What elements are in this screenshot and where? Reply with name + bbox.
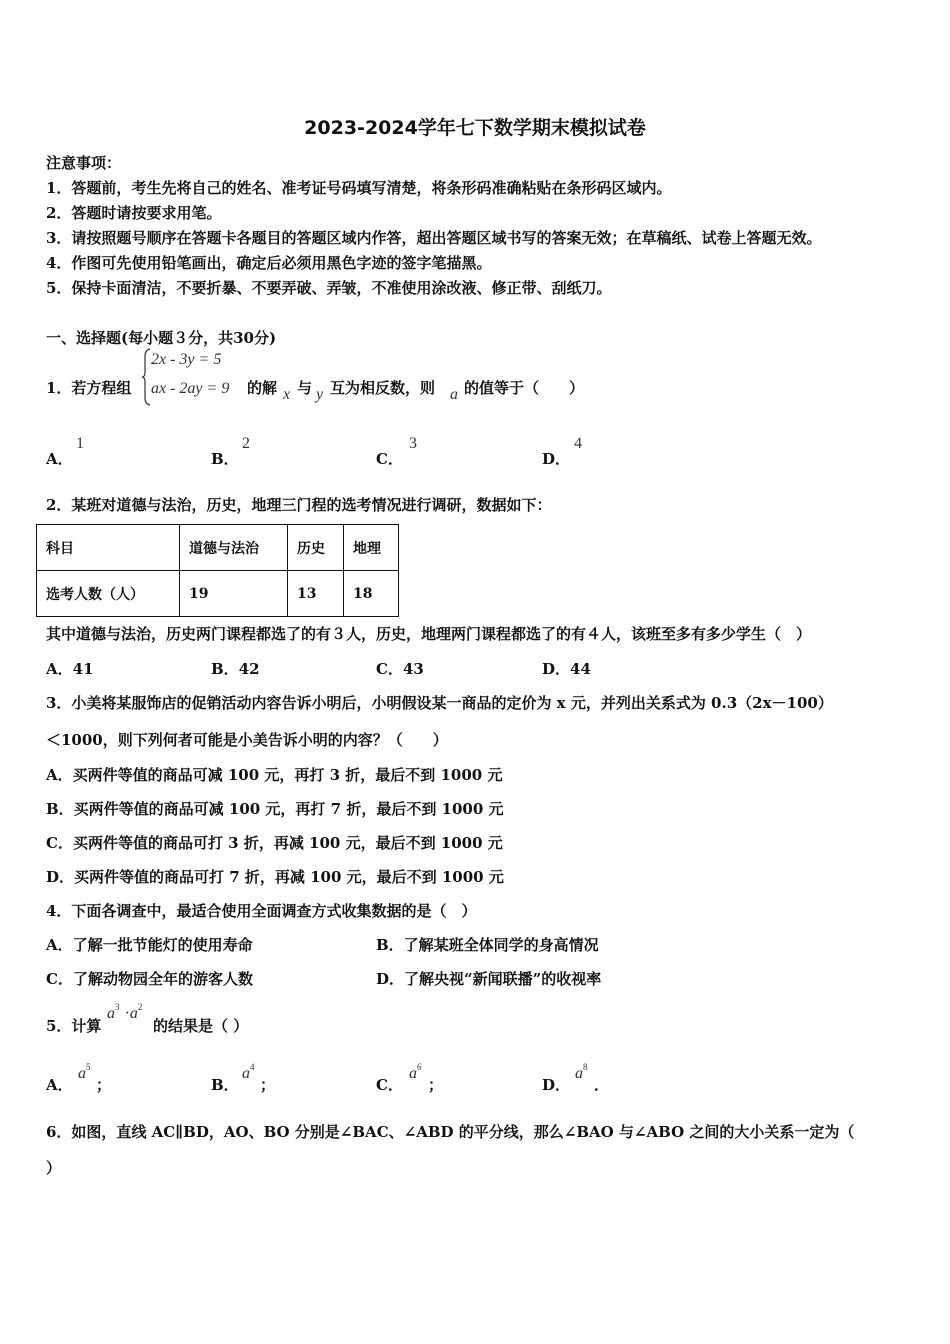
q1-prefix: 1．若方程组: [46, 379, 132, 397]
table-cell: 选考人数（人）: [37, 571, 180, 617]
q1-option-value: 1: [76, 435, 84, 452]
q4-option: B．了解某班全体同学的身高情况: [376, 936, 599, 954]
q3-option: D．买两件等值的商品可打 7 折，再减 100 元，最后不到 1000 元: [46, 868, 504, 886]
q2-option: C．43: [376, 660, 424, 678]
q1-option-value: 3: [409, 435, 417, 452]
note-item: 1．答题前，考生先将自己的姓名、准考证号码填写清楚，将条形码准确粘贴在条形码区域内。: [46, 179, 672, 197]
q4-option: A．了解一批节能灯的使用寿命: [46, 936, 253, 954]
q4-option: C．了解动物园全年的游客人数: [46, 970, 253, 988]
q1-suffix: 的值等于（ ）: [464, 379, 585, 397]
q5-option-value: $a^8$: [575, 1062, 588, 1082]
page-title: 2023-2024学年七下数学期末模拟试卷: [304, 117, 646, 139]
q1-option-label: C．: [376, 450, 403, 468]
q5-option-label: B．: [211, 1076, 239, 1094]
section-heading: 一、选择题(每小题３分，共30分): [46, 329, 277, 347]
table-cell: 13: [288, 571, 344, 617]
q1-text: 与: [297, 379, 313, 397]
q5-option-label: D．: [542, 1076, 571, 1094]
table-header-cell: 历史: [288, 525, 344, 571]
q1-text: 的解: [247, 379, 278, 397]
q5-expression: $a^3 \cdot a^2$: [107, 1002, 143, 1022]
note-item: 2．答题时请按要求用笔。: [46, 204, 222, 222]
q1-option-label: D．: [542, 450, 571, 468]
q6-stem: 6．如图，直线 AC∥BD，AO、BO 分别是∠BAC、∠ABD 的平分线，那么∠BAO 与∠ABO 之间的大小关系一定为（: [46, 1123, 855, 1141]
q2-option: B．42: [211, 660, 260, 678]
q2-option: A．41: [46, 660, 94, 678]
q2-table: [36, 524, 399, 617]
q3-option: B．买两件等值的商品可减 100 元，再打 7 折，最后不到 1000 元: [46, 800, 504, 818]
q2-stem-2: 其中道德与法治，历史两门课程都选了的有３人，历史，地理两门课程都选了的有４人，该班至多有多少学生（ ）: [46, 625, 812, 643]
q3-option: A．买两件等值的商品可减 100 元，再打 3 折，最后不到 1000 元: [46, 766, 503, 784]
note-item: 4．作图可先使用铅笔画出，确定后必须用黑色字迹的签字笔描黑。: [46, 254, 492, 272]
q1-text: 互为相反数，则: [330, 379, 436, 397]
q5-option-value: $a^4$: [242, 1062, 255, 1082]
q1-var-y: y: [316, 386, 324, 403]
q5-option-end: ．: [594, 1076, 610, 1094]
q3-option: C．买两件等值的商品可打 3 折，再减 100 元，最后不到 1000 元: [46, 834, 503, 852]
q1-var-a: a: [450, 386, 458, 403]
q4-stem: 4．下面各调查中，最适合使用全面调查方式收集数据的是（ ）: [46, 902, 477, 920]
table-header-cell: 科目: [37, 525, 180, 571]
q1-option-value: 4: [574, 435, 582, 452]
q1-option-label: A．: [46, 450, 73, 468]
table-row: [37, 571, 399, 617]
q1-equation-1: 2x - 3y = 5: [151, 351, 222, 368]
q2-stem: 2．某班对道德与法治，历史，地理三门程的选考情况进行调研，数据如下：: [46, 496, 552, 514]
q1-var-x: x: [283, 386, 291, 403]
equation-brace: [141, 348, 151, 406]
note-item: 3．请按照题号顺序在答题卡各题目的答题区域内作答，超出答题区域书写的答案无效；在草稿纸、试卷上答题无效。: [46, 229, 822, 247]
table-header-cell: 地理: [344, 525, 399, 571]
q5-option-label: C．: [376, 1076, 403, 1094]
table-cell: 19: [180, 571, 288, 617]
q5-option-end: ；: [96, 1076, 112, 1094]
note-item: 5．保持卡面清洁，不要折暴、不要弄破、弄皱，不准使用涂改液、修正带、刮纸刀。: [46, 279, 612, 297]
table-cell: 18: [344, 571, 399, 617]
q5-prefix: 5．计算: [46, 1017, 102, 1035]
q5-option-value: $a^6$: [409, 1062, 422, 1082]
table-row: [37, 525, 399, 571]
q3-stem-2: ＜1000，则下列何者可能是小美告诉小明的内容？（ ）: [46, 731, 448, 749]
q3-stem: 3．小美将某服饰店的促销活动内容告诉小明后，小明假设某一商品的定价为 x 元，并列出关系式为 0.3（2x－100）: [46, 694, 833, 712]
q4-option: D．了解央视“新闻联播”的收视率: [376, 970, 602, 988]
q6-stem-2: ）: [46, 1159, 62, 1177]
notes-heading: 注意事项：: [46, 154, 122, 172]
q5-option-label: A．: [46, 1076, 73, 1094]
table-header-cell: 道德与法治: [180, 525, 288, 571]
q1-equation-2: ax - 2ay = 9: [151, 380, 230, 397]
q5-option-value: $a^5$: [78, 1062, 91, 1082]
q1-option-label: B．: [211, 450, 239, 468]
q5-option-end: ；: [260, 1076, 276, 1094]
q5-option-end: ；: [428, 1076, 444, 1094]
q2-option: D．44: [542, 660, 591, 678]
q5-suffix: 的结果是（ ）: [153, 1017, 249, 1035]
q1-option-value: 2: [242, 435, 250, 452]
